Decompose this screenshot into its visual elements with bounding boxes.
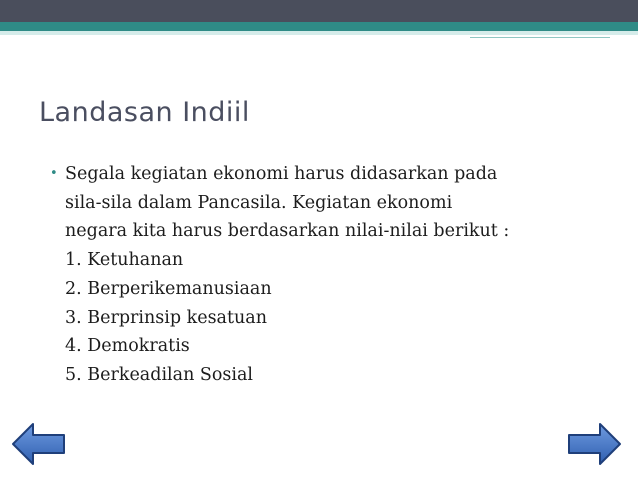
bullet-item [50, 160, 610, 390]
paragraph-line-3: negara kita harus berdasarkan nilai-nilai berikut : [65, 221, 510, 242]
header-band [0, 0, 638, 22]
principles-list [65, 246, 610, 390]
decorative-line [470, 37, 610, 38]
list-item: 2. Berperikemanusiaan [65, 278, 272, 299]
next-slide-button[interactable] [566, 421, 622, 467]
previous-slide-button[interactable] [11, 421, 67, 467]
arrow-right-icon [566, 421, 622, 467]
list-item: 5. Berkeadilan Sosial [65, 364, 254, 385]
paragraph-line-1: Segala kegiatan ekonomi harus didasarkan pada [65, 164, 498, 184]
list-item: 1. Ketuhanan [65, 250, 184, 271]
list-item: 4. Demokratis [65, 336, 190, 357]
bullet-icon: • [50, 166, 58, 181]
list-item: 3. Berprinsip kesatuan [65, 307, 268, 328]
slide-body [50, 160, 610, 390]
slide-title: Landasan Indiil [39, 97, 250, 128]
accent-underline [0, 31, 638, 35]
paragraph-line-2: sila-sila dalam Pancasila. Kegiatan ekonomi [65, 192, 453, 213]
arrow-left-icon [11, 421, 67, 467]
accent-stripe [0, 22, 638, 31]
